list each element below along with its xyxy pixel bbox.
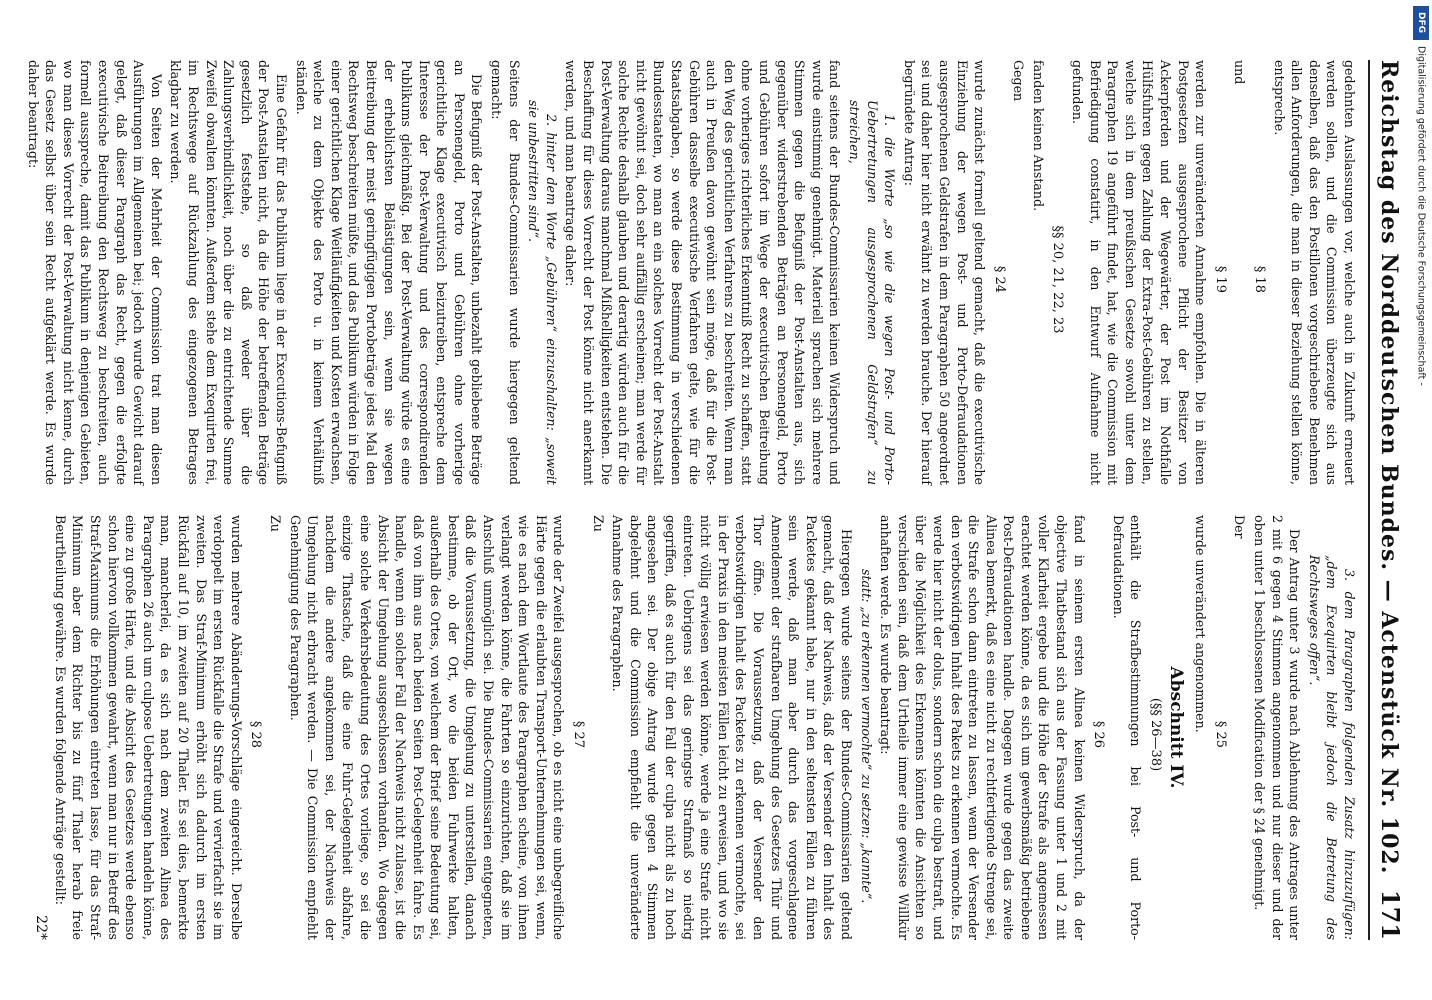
digitization-sidebar: [1412, 6, 1430, 994]
page-header: [1368, 60, 1410, 940]
paragraph: Seitens der Bundes-Commissarien wurde hiergegen geltend gemacht:: [489, 60, 522, 485]
section-range: (§§ 26—38): [1148, 697, 1164, 772]
quoted-amendment: 1. die Worte „so wie die wegen Post- und Porto-Uebertretungen ausgesprochenen Geldstrafen“ zu streichen,: [846, 100, 898, 485]
paragraph: fand in seinem ersten Alinea keinen Widerspruch, da der objective Thatbestand sich aus der Fassung unter 1 und 2 mit voller Klarheit ergebe und die Höhe der Strafe als angemessen erachtet werden könne, da es sich um gewerbsmäßig betriebene Post-Defraudationen handle. Dagegen wurde gegen das zweite Alinea bemerkt, daß es eine nicht zu rechtfertigende Strenge sei, die Strafe schon dann eintreten zu lassen, wenn der Versender den verbotswidrigen Inhalt des Pakets zu erkennen vermochte. Es werde hier nicht der dolus, sondern schon die culpa bestraft, und über die Möglichkeit des Erkennens könnten die Ansichten so verschieden sein, daß dem Urtheile immer eine gewisse Willkür anhaften werde. Es wurde beantragt:: [878, 515, 1087, 940]
paragraph: Eine Gefahr für das Publikum liege in der Executions-Befugniß der Post-Anstalten nicht, da die Höhe der betreffenden Beträge gesetzlich feststehe, so daß weder über die Zahlungsverbindlichkeit, noch über die zu entrichtende Summe Zweifel obwalten könnten. Außerdem stehe dem Exequirten frei, im Rechtswege auf Rückzahlung des eingezogenen Betrages klagbar zu werden.: [168, 60, 289, 485]
left-text-column: [25, 60, 1358, 485]
paragraph: wurde unverändert angenommen.: [1193, 515, 1209, 733]
section-heading: § 25: [1212, 720, 1228, 749]
running-title: Reichstag des Norddeutschen Bundes. — Actenstück Nr. 102.: [1376, 60, 1402, 875]
paragraph: Der: [1232, 515, 1248, 539]
paragraph: wurde der Zweifel ausgesprochen, ob es nicht eine unbegreifliche Härte gegen die erlaubten Transport-Unternehmungen sei, wenn, wie es nach dem Wortlaute des Paragraphen scheine, von ihnen verlangt werden könne, die Fahrten so einzurichten, daß sie im Anschluß unmöglich sei. Die Bundes-Commissarien entgegneten, daß die Voraussetzung, die Umgehung zu unterstellen, danach bestimme, ob der Ort, wo die beiden Fuhrwerke halten, außerhalb des Ortes, von welchem der Brief seine Bedeutung sei, daß von ihm aus nach beiden Seiten Post-Gelegenheit fahre. Es handle, wenn ein solcher Fall der Nachweis nicht zulasse, ist die Absicht der Umgehung ausgeschlossen vorhanden. Wo dagegen eine solche Verkehrsbedeutung des Ortes vorliege, so sei die einzige Thatsache, daß die eine Fuhr-Gelegenheit abfahre, nachdem die andere angekommen sei, der Nachweis der Umgehung nicht erbracht werden. — Die Commission empfiehlt Genehmigung des Paragraphen.: [287, 515, 567, 940]
section-heading: § 24: [991, 265, 1007, 294]
section-heading: § 18: [1252, 265, 1268, 294]
paragraph: fand seitens der Bundes-Commissarien keinen Widerspruch und wurde einstimmig genehmigt. Materiell sprachen sich mehrere Stimmen gegen die Befugniß der Post-Anstalten aus, sich gegenüber widerstrebenden Beträgen an Personengeld, Porto und Gebühren sofort im Wege der executivischen Beitreibung ohne vorheriges richterliches Erkenntniß Recht zu schaffen, statt den Weg des gerichtlichen Verfahrens zu beschreiten. Wenn man auch in Preußen davon gewöhnt sein möge, daß für die Post-Gebühren dasselbe executivische Verfahren gelte, wie für die Staatsabgaben, so werde diese Bestimmung in verschiedenen Bundesstaaten, wo man an ein solches Vorrecht der Post-Anstalt nicht gewöhnt sei, doch sehr auffällig erscheinen; man werde für solche Rechte deshalb glauben und derartig würden auch für die Post-Verwaltung daraus manchmal Mißhelligkeiten entstehen. Die Beschaffung für dieses Vorrecht der Post könne nicht anerkannt werden, und man beantrage daher:: [563, 60, 843, 485]
quoted-amendment: statt: „zu erkennen vermochte“ zu setzen: „kannte“.: [858, 569, 874, 904]
section-heading: § 28: [248, 720, 264, 749]
paragraph: Zu: [590, 515, 606, 532]
paragraph: gedehnten Auslassungen vor, welche auch in Zukunft erneuert werden sollen, und die Commission überzeugte sich aus denselben, daß das den Postillonen vorgeschriebene Benehmen allen Anforderungen, die man in dieser Beziehung stellen könne, entspreche.: [1271, 60, 1357, 485]
paragraph: werden zur unveränderten Annahme empfohlen. Die in älteren Postgesetzen ausgesprochene Pflicht der Besitzer von Ackerpferden und der Wegewärter, der Post im Nothfalle Hülfsfuhren gegen Zahlung der Extra-Post-Gebühren zu stellen, welche sich in dem preußischen Gesetze sowohl unter dem Paragraphen 19 angeführt findet, hat, wie die Commission mit Befriedigung constatirt, in den Entwurf Aufnahme nicht gefunden.: [1070, 60, 1209, 485]
paragraph: Die Befugniß der Post-Anstalten, unbezahlt gebliebene Beträge an Personengeld, Porto und Gebühren ohne vorherige gerichtliche Klage executivisch beizutreiben, entspreche dem Interesse der Post-Verwaltung und des correspondirenden Publikums gleichmäßig. Bei der Post-Verwaltung würde es eine der erheblichsten Belästigungen sein, wenn sie wegen Beitreibung der meist geringfügigen Portobeträge jedes Mal den Rechtsweg beschreiten müßte, und das Publikum würden in Folge einer gerichtlichen Klage Weitläufigkeiten und Kosten erwachsen, welche zu dem Objekte des Porto u. in keinem Verhältniß ständen.: [293, 60, 485, 485]
section-heading: §§ 20, 21, 22, 23: [1050, 225, 1066, 334]
dfg-logo-icon: DFG: [1413, 6, 1429, 40]
quoted-amendment: 2. hinter dem Worte „Gebühren“ einzuschalten: „soweit sie unbestritten sind“.: [526, 100, 559, 485]
digitization-credit: Digitalisierung gefördert durch die Deutsche Forschungsgemeinschaft -: [1415, 46, 1427, 386]
quoted-amendment: 3. dem Paragraphen folgenden Zusatz hinzuzufügen: „dem Exequirten bleibt jedoch die Betretung des Rechtsweges offen“.: [1306, 555, 1357, 940]
paragraph: Zu: [267, 515, 283, 532]
paragraph: Hiergegen wurde seitens der Bundes-Commissarien geltend gemacht, daß der Nachweis, daß der Versender den Inhalt des Packetes gekannt habe, nur in den seltensten Fällen zu führen sein werde, daß man aber durch das vorgeschlagene Amendement der strafbaren Umgehung des Gesetzes Thür und Thor öffne. Die Voraussetzung, daß der Versender den verbotswidrigen Inhalt des Packetes zu erkennen vermochte, sei in der Praxis in den meisten Fällen leicht zu erweisen, und wo sie nicht völlig erwiesen werden könne, werde ja eine Strafe nicht eintreten. Uebrigens sei das geringste Strafmaß so niedrig gegriffen, daß es auch für den Fall der culpa nicht als zu hoch angesehen sei. Der obige Antrag wurde gegen 4 Stimmen abgelehnt und die Commission empfiehlt die unveränderte Annahme des Paragraphen.: [610, 515, 854, 940]
section-heading: § 27: [571, 720, 587, 749]
signature-mark: 22*: [33, 915, 50, 940]
paragraph: und: [1232, 60, 1248, 85]
section-heading: § 26: [1091, 720, 1107, 749]
paragraph: Der Antrag unter 3 wurde nach Ablehnung des Antrages unter 2 mit 6 gegen 4 Stimmen angenommen und nur dieser und der oben unter 1 beschlossenen Modification der § 24 genehmigt.: [1252, 515, 1303, 940]
chapter-heading: Abschnitt IV.: [1165, 666, 1186, 789]
paragraph: Von Seiten der Mehrheit der Commission trat man diesen Ausführungen im Allgemeinen bei; jedoch wurde Gewicht darauf gelegt, daß dieser Paragraph das Recht, gegen die erfolgte executivische Beitreibung den Rechtsweg zu beschreiten, auch formell ausspreche, damit das Publikum in denjenigen Gebieten, wo man dieses Vorrecht der Post-Verwaltung nicht kenne, durch das Gesetz selbst über sein Recht aufgeklärt werde. Es wurde daher beantragt:: [25, 60, 164, 485]
page-number: 171: [1376, 889, 1405, 940]
section-heading: § 19: [1212, 265, 1228, 294]
paragraph: Gegen: [1011, 60, 1027, 102]
paragraph: wurden mehrere Abänderungs-Vorschläge eingereicht. Derselbe verdoppelt im ersten Rückfalle die Strafe und vervierfacht sie im zweiten. Das Straf-Minimum erhöht sich dadurch im ersten Rückfall auf 10, im zweiten auf 20 Thaler. Es sei dies, bemerkte man, mancherlei, da es sich nach dem zweiten Alinea des Paragraphen 26 auch um culpose Uebertretungen handeln könne, eine zu große Härte, und die Absicht des Gesetzes werde ebenso schon hiervon vollkommen gewahrt, wenn man nur in Betreff des Straf-Maximums die Erhöhungen eintreten lasse, für das Straf-Minimum aber dem Richter bis zu fünf Thaler herab freie Beurtheilung gewähre. Es wurden folgende Anträge gestellt:: [52, 515, 244, 940]
paragraph: wurde zunächst formell geltend gemacht, daß die executivische Einziehung der wegen Post- und Porto-Defraudationen ausgesprochenen Geldstrafen in dem Paragraphen 50 angeordnet sei und daher hier nicht erwähnt zu werden brauche. Der hierauf begründete Antrag:: [901, 60, 988, 485]
right-text-column: [33, 515, 1358, 940]
paragraph: fanden keinen Anstand.: [1030, 60, 1046, 212]
paragraph: enthält die Strafbestimmungen bei Post- und Porto-Defraudationen.: [1110, 515, 1144, 940]
